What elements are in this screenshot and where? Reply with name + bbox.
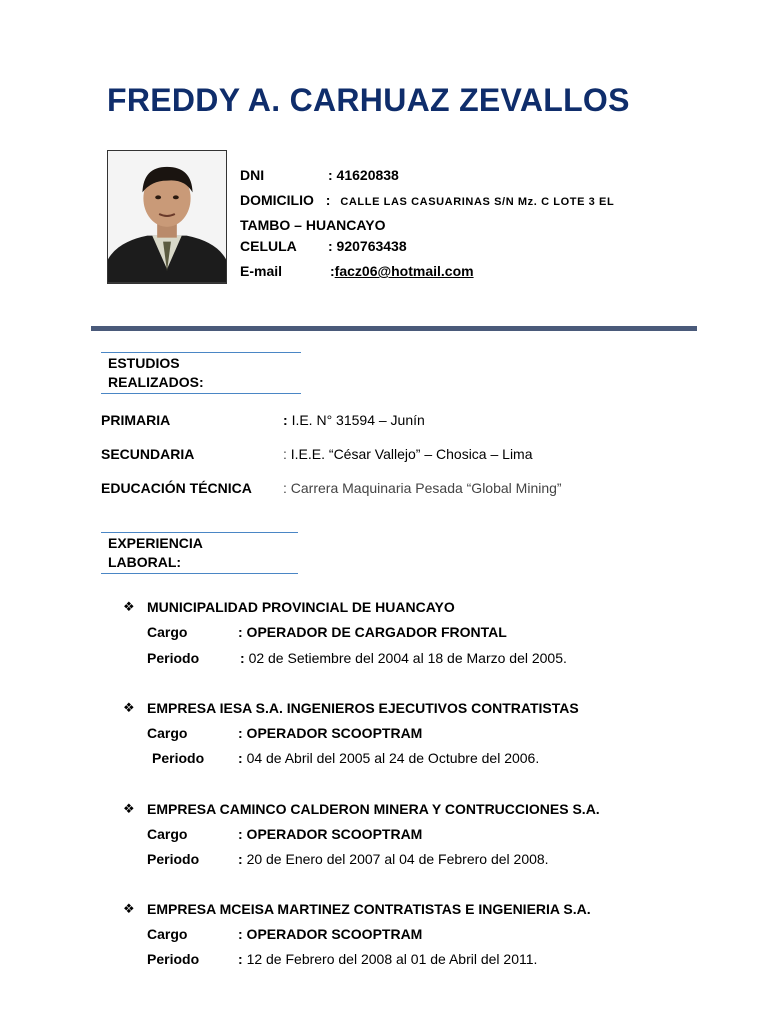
diamond-bullet-icon: ❖ [123,801,135,816]
education-value: : I.E.E. “César Vallejo” – Chosica – Lima [283,446,533,462]
education-value: : I.E. N° 31594 – Junín [283,412,425,428]
education-value: : Carrera Maquinaria Pesada “Global Mining” [283,480,562,496]
dni-row [240,167,399,183]
domicilio-value-line1: CALLE LAS CASUARINAS S/N Mz. C LOTE 3 EL [340,196,615,208]
diamond-bullet-icon: ❖ [123,901,135,916]
education-label: SECUNDARIA [101,446,195,462]
email-link[interactable]: facz06@hotmail.com [334,263,474,279]
experience-entry: ❖ EMPRESA CAMINCO CALDERON MINERA Y CONTRUCCIONES S.A. Cargo : OPERADOR SCOOPTRAM Periodo : 20 de Enero del 2007 al 04 de Febrero del 2008. [123,801,600,867]
section-divider [91,326,697,331]
education-label: PRIMARIA [101,412,171,428]
company-name: EMPRESA CAMINCO CALDERON MINERA Y CONTRUCCIONES S.A. [147,801,600,817]
domicilio-row [240,192,614,208]
company-name: EMPRESA MCEISA MARTINEZ CONTRATISTAS E INGENIERIA S.A. [147,901,591,917]
company-name: EMPRESA IESA S.A. INGENIEROS EJECUTIVOS CONTRATISTAS [147,700,579,716]
email-label: E-mail [240,263,283,279]
email-row [240,263,474,279]
studies-heading: ESTUDIOS REALIZADOS: [101,352,301,394]
diamond-bullet-icon: ❖ [123,599,135,614]
person-portrait-icon [108,151,226,283]
domicilio-label: DOMICILIO [240,192,314,208]
resume-name: FREDDY A. CARHUAZ ZEVALLOS [107,82,630,118]
dni-label: DNI [240,167,265,183]
celula-value: : 920763438 [328,238,407,254]
profile-photo [107,150,227,284]
domicilio-value-line2: TAMBO – HUANCAYO [240,217,386,233]
experience-entry: ❖ EMPRESA MCEISA MARTINEZ CONTRATISTAS E INGENIERIA S.A. Cargo : OPERADOR SCOOPTRAM Periodo : 12 de Febrero del 2008 al 01 de Abril del 2011. [123,901,591,967]
experience-heading: EXPERIENCIA LABORAL: [101,532,298,574]
company-name: MUNICIPALIDAD PROVINCIAL DE HUANCAYO [147,599,455,615]
education-label: EDUCACIÓN TÉCNICA [101,480,252,496]
dni-value: : 41620838 [328,167,399,183]
experience-entry: ❖ EMPRESA IESA S.A. INGENIEROS EJECUTIVOS CONTRATISTAS Cargo : OPERADOR SCOOPTRAM Periodo : 04 de Abril del 2005 al 24 de Octubre del 2006. [123,700,579,766]
domicilio-colon: : [325,192,331,208]
experience-entry: ❖ MUNICIPALIDAD PROVINCIAL DE HUANCAYO Cargo : OPERADOR DE CARGADOR FRONTAL Periodo : 02 de Setiembre del 2004 al 18 de Marzo del 2005. [123,599,567,666]
celula-label: CELULA [240,238,297,254]
celula-row [240,238,407,254]
diamond-bullet-icon: ❖ [123,700,135,715]
email-colon: : [330,263,335,279]
